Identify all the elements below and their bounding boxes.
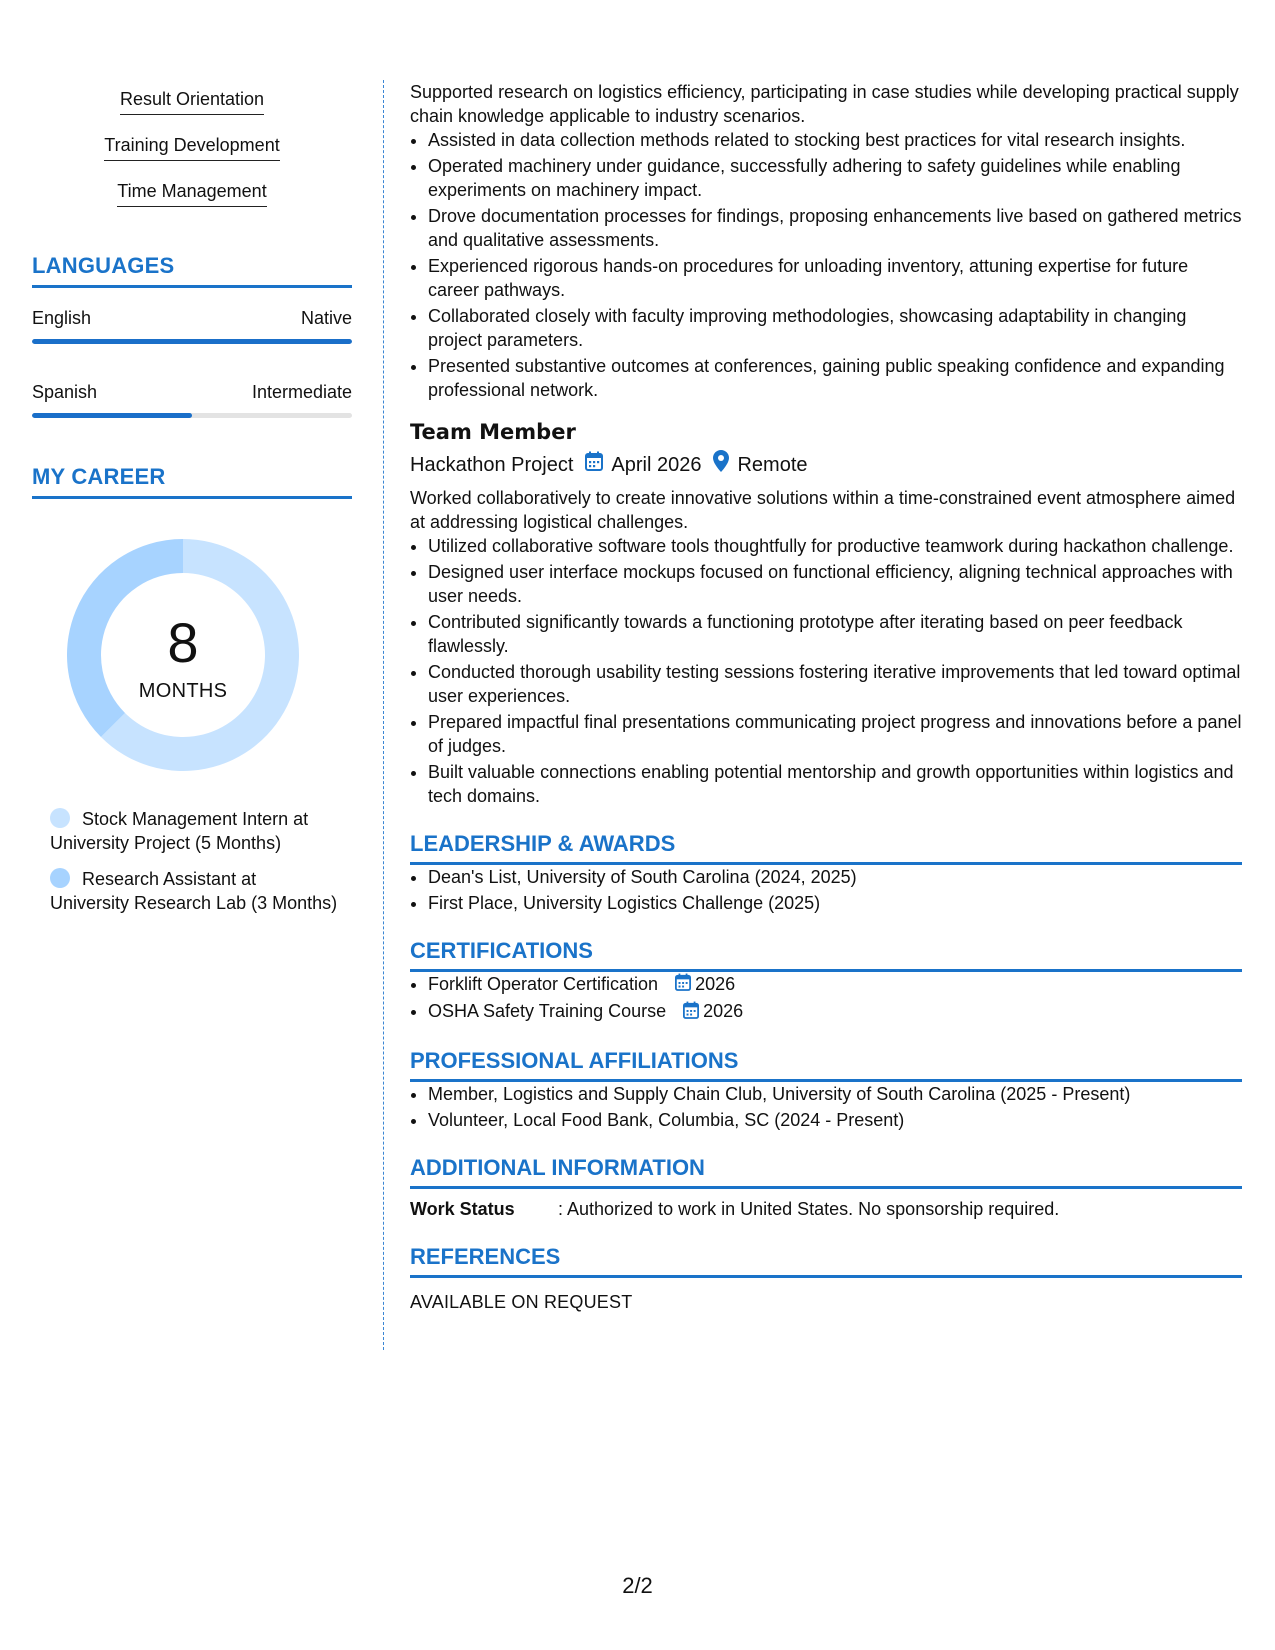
leadership-section bbox=[410, 830, 1242, 915]
skill-item bbox=[32, 80, 352, 133]
bullet-item: • Utilized collaborative software tools thoughtfully for productive teamwork during hackathon challenge. bbox=[428, 534, 1242, 558]
affiliation-item: • Member, Logistics and Supply Chain Club, University of South Carolina (2025 - Present) bbox=[428, 1082, 1242, 1106]
page-number: 2/2 bbox=[622, 1573, 653, 1598]
languages-section bbox=[32, 253, 352, 418]
work-status-value: : Authorized to work in United States. No sponsorship required. bbox=[558, 1198, 1060, 1219]
languages-heading: LANGUAGES bbox=[32, 253, 352, 288]
language-proficiency-fill bbox=[32, 339, 352, 344]
certifications-list bbox=[410, 972, 1242, 1025]
job-title: Team Member bbox=[410, 420, 576, 444]
experience-summary: Supported research on logistics efficiency, participating in case studies while developing practical supply chain knowledge applicable to industry scenarios. bbox=[410, 82, 1239, 126]
career-legend bbox=[50, 807, 340, 915]
skill-label: Time Management bbox=[117, 179, 266, 207]
bullet-item: • Designed user interface mockups focused on functional efficiency, aligning technical approaches with user needs. bbox=[428, 560, 1242, 608]
language-level: Native bbox=[300, 308, 352, 328]
additional-info-section bbox=[410, 1154, 1242, 1221]
calendar-icon bbox=[675, 973, 691, 997]
language-proficiency-bar bbox=[32, 413, 352, 418]
calendar-icon bbox=[683, 1001, 699, 1025]
sidebar bbox=[32, 80, 352, 927]
research-experience bbox=[410, 80, 1242, 402]
certification-item bbox=[428, 972, 1242, 997]
bullet-item: • Contributed significantly towards a functioning prototype after iterating based on peer feedback flawlessly. bbox=[428, 610, 1242, 658]
bullet-item: • Conducted thorough usability testing sessions fostering iterative improvements that led toward optimal user experiences. bbox=[428, 660, 1242, 708]
career-total-unit: MONTHS bbox=[138, 680, 228, 702]
language-item bbox=[32, 380, 352, 418]
job-meta bbox=[410, 450, 1242, 480]
career-donut-chart bbox=[67, 539, 299, 771]
bullet-item: • Operated machinery under guidance, successfully adhering to safety guidelines while enabling experiments on machinery impact. bbox=[428, 154, 1242, 202]
language-name: Spanish bbox=[32, 382, 98, 402]
certification-name: OSHA Safety Training Course bbox=[428, 1001, 667, 1022]
bullet-item: • Assisted in data collection methods related to stocking best practices for vital research insights. bbox=[428, 128, 1242, 152]
language-level: Intermediate bbox=[251, 382, 352, 402]
experience-bullets bbox=[410, 128, 1242, 402]
skill-item bbox=[32, 179, 352, 225]
work-status-row bbox=[410, 1197, 1242, 1221]
affiliations-list bbox=[410, 1082, 1242, 1132]
bullet-item: • Collaborated closely with faculty improving methodologies, showcasing adaptability in changing project parameters. bbox=[428, 304, 1242, 352]
legend-label: Research Assistant at University Research Lab (3 Months) bbox=[50, 869, 338, 913]
language-proficiency-bar bbox=[32, 339, 352, 344]
job-date: April 2026 bbox=[611, 454, 702, 476]
legend-dot bbox=[50, 808, 70, 828]
skill-item bbox=[32, 133, 352, 179]
certification-item bbox=[428, 999, 1242, 1024]
award-item: • Dean's List, University of South Carolina (2024, 2025) bbox=[428, 865, 1242, 889]
language-item bbox=[32, 306, 352, 344]
skill-label: Result Orientation bbox=[120, 87, 264, 115]
certifications-section bbox=[410, 937, 1242, 1025]
certification-year: 2026 bbox=[695, 974, 736, 994]
language-proficiency-fill bbox=[32, 413, 192, 418]
job-organization: Hackathon Project bbox=[410, 454, 574, 476]
experience-bullets bbox=[410, 534, 1242, 808]
legend-label: Stock Management Intern at University Project (5 Months) bbox=[50, 809, 309, 853]
certification-year: 2026 bbox=[703, 1001, 744, 1022]
map-pin-icon bbox=[713, 450, 729, 480]
legend-item bbox=[50, 807, 340, 855]
affiliations-section bbox=[410, 1047, 1242, 1132]
skill-label: Training Development bbox=[104, 133, 279, 161]
legend-item bbox=[50, 867, 340, 915]
bullet-item: • Experienced rigorous hands-on procedures for unloading inventory, attuning expertise for future career pathways. bbox=[428, 254, 1242, 302]
career-heading: MY CAREER bbox=[32, 464, 352, 499]
certifications-heading: CERTIFICATIONS bbox=[410, 937, 1242, 972]
bullet-item: • Prepared impactful final presentations communicating project progress and innovations before a panel of judges. bbox=[428, 710, 1242, 758]
affiliation-item: • Volunteer, Local Food Bank, Columbia, SC (2024 - Present) bbox=[428, 1108, 1242, 1132]
leadership-list bbox=[410, 865, 1242, 915]
job-location: Remote bbox=[737, 454, 808, 476]
career-section bbox=[32, 464, 352, 915]
leadership-heading: LEADERSHIP & AWARDS bbox=[410, 830, 1242, 865]
language-name: English bbox=[32, 308, 92, 328]
references-section bbox=[410, 1243, 1242, 1314]
legend-dot bbox=[50, 868, 70, 888]
skills-list bbox=[32, 80, 352, 225]
main-column bbox=[410, 80, 1242, 1314]
calendar-icon bbox=[585, 451, 603, 479]
work-status-label: Work Status bbox=[410, 1198, 515, 1219]
bullet-item: • Drove documentation processes for findings, proposing enhancements live based on gathered metrics and qualitative assessments. bbox=[428, 204, 1242, 252]
references-text: AVAILABLE ON REQUEST bbox=[410, 1291, 633, 1312]
certification-name: Forklift Operator Certification bbox=[428, 974, 659, 994]
bullet-item: • Built valuable connections enabling potential mentorship and growth opportunities within logistics and tech domains. bbox=[428, 760, 1242, 808]
award-item: • First Place, University Logistics Challenge (2025) bbox=[428, 891, 1242, 915]
experience-summary: Worked collaboratively to create innovative solutions within a time-constrained event atmosphere aimed at addressing logistical challenges. bbox=[410, 488, 1236, 532]
references-heading: REFERENCES bbox=[410, 1243, 1242, 1278]
column-divider bbox=[383, 80, 384, 1350]
additional-info-heading: ADDITIONAL INFORMATION bbox=[410, 1154, 1242, 1189]
team-member-experience bbox=[410, 418, 1242, 808]
career-total-number: 8 bbox=[167, 611, 199, 674]
affiliations-heading: PROFESSIONAL AFFILIATIONS bbox=[410, 1047, 1242, 1082]
bullet-item: • Presented substantive outcomes at conferences, gaining public speaking confidence and expanding professional network. bbox=[428, 354, 1242, 402]
